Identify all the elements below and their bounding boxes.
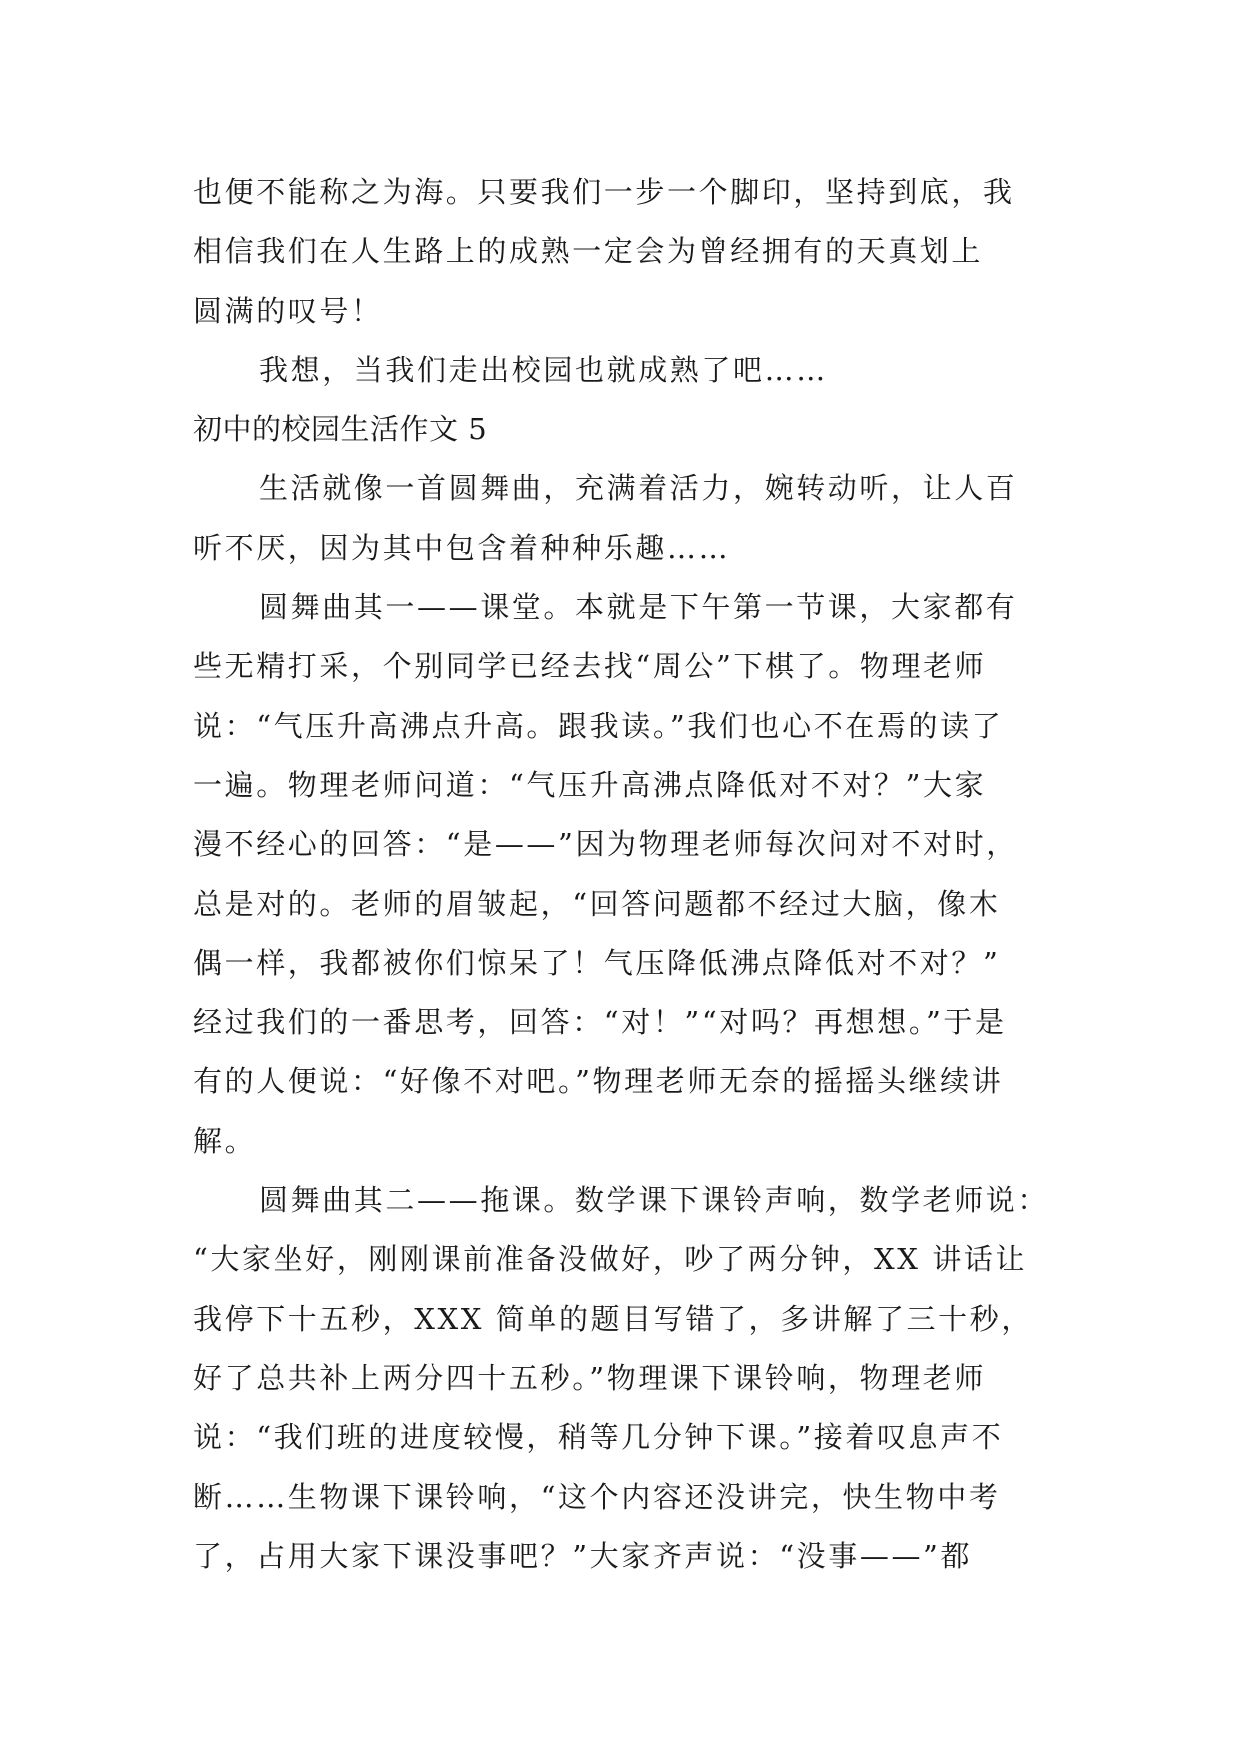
text-line: 说：“我们班的进度较慢，稍等几分钟下课。”接着叹息声不 (193, 1420, 1004, 1455)
paragraph-start-line: 圆舞曲其二——拖课。数学课下课铃声响，数学老师说： (259, 1183, 1050, 1218)
text-line: 偶一样，我都被你们惊呆了！气压降低沸点降低对不对？” (193, 945, 1001, 980)
text-line: 一遍。物理老师问道：“气压升高沸点降低对不对？”大家 (193, 767, 987, 802)
text-line: 也便不能称之为海。只要我们一步一个脚印，坚持到底，我 (193, 175, 1015, 209)
text-line: 说：“气压升高沸点升高。跟我读。”我们也心不在焉的读了 (193, 708, 1004, 743)
text-line: 相信我们在人生路上的成熟一定会为曾经拥有的天真划上 (193, 234, 984, 269)
text-line: 听不厌，因为其中包含着种种乐趣…… (193, 530, 731, 565)
text-line: 漫不经心的回答：“是——”因为物理老师每次问对不对时， (193, 827, 1018, 862)
paragraph-start-line: 生活就像一首圆舞曲，充满着活力，婉转动听，让人百 (259, 471, 1018, 506)
text-line: 断……生物课下课铃响，“这个内容还没讲完，快生物中考 (193, 1479, 1001, 1514)
paragraph-start-line: 我想，当我们走出校园也就成熟了吧…… (259, 352, 828, 387)
text-line: 有的人便说：“好像不对吧。”物理老师无奈的摇摇头继续讲 (193, 1064, 1004, 1099)
text-line: 好了总共补上两分四十五秒。”物理课下课铃响，物理老师 (193, 1360, 986, 1395)
document-body (193, 163, 1053, 1586)
section-heading: 初中的校园生活作文 5 (193, 412, 488, 447)
text-line: 总是对的。老师的眉皱起，“回答问题都不经过大脑，像木 (193, 886, 1001, 921)
text-line: “大家坐好，刚刚课前准备没做好，吵了两分钟，XX 讲话让 (193, 1242, 1028, 1277)
text-line: 我停下十五秒，XXX 简单的题目写错了，多讲解了三十秒， (193, 1301, 1033, 1336)
text-line: 解。 (193, 1123, 257, 1158)
text-line: 圆满的叹号！ (193, 293, 383, 328)
paragraph-start-line: 圆舞曲其一——课堂。本就是下午第一节课，大家都有 (259, 590, 1018, 625)
text-line: 些无精打采，个别同学已经去找“周公”下棋了。物理老师 (193, 649, 987, 684)
text-line: 了，占用大家下课没事吧？”大家齐声说：“没事——”都 (193, 1538, 973, 1573)
text-line: 经过我们的一番思考，回答：“对！”“对吗？再想想。”于是 (193, 1005, 1007, 1040)
